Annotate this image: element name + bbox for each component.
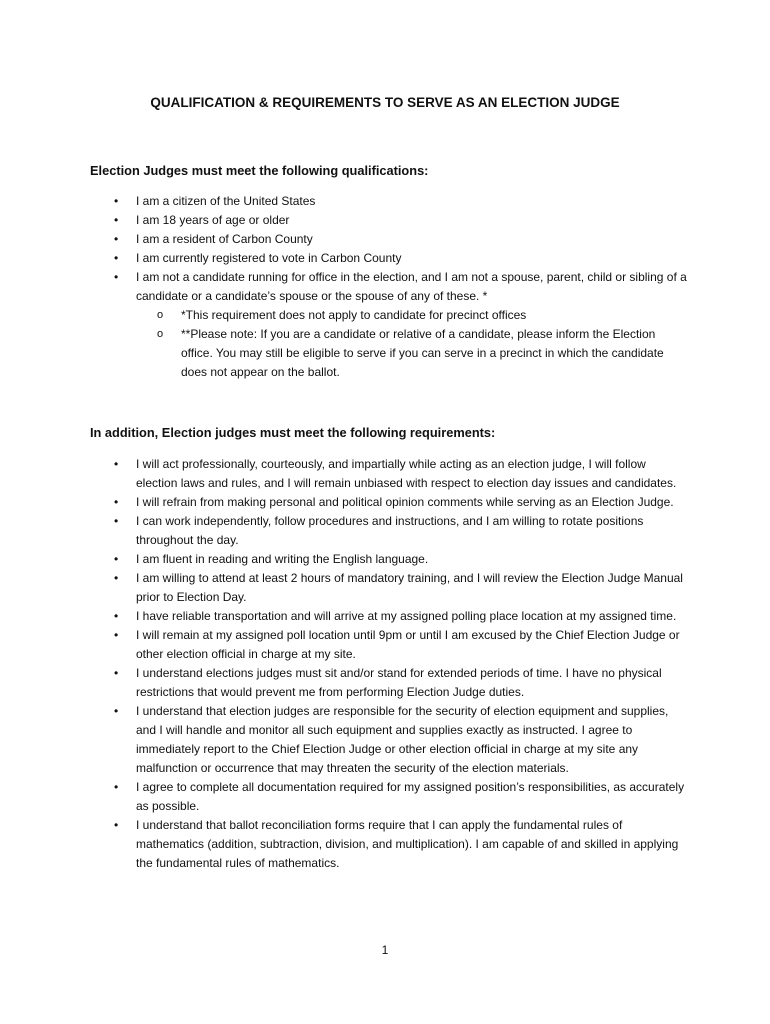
list-item: • I am fluent in reading and writing the English language. xyxy=(112,550,688,569)
document-title: QUALIFICATION & REQUIREMENTS TO SERVE AS AN ELECTION JUDGE xyxy=(150,95,620,110)
page-number: 1 xyxy=(381,943,389,957)
list-item-text: I am not a candidate running for office in the election, and I am not a spouse, parent, child or sibling of a candidate or a candidate’s spouse or the spouse of any of these. * xyxy=(136,270,687,303)
list-item: • I understand that election judges are responsible for the security of election equipment and supplies, and I will handle and monitor all such equipment and supplies exactly as instructed. I agree to immediately report to the Chief Election Judge or other election official in charge at my site any malfunction or occurrence that may threaten the security of the election materials. xyxy=(112,702,688,778)
qualifications-heading: Election Judges must meet the following qualifications: xyxy=(90,163,429,178)
list-item: • I can work independently, follow procedures and instructions, and I am willing to rotate positions throughout the day. xyxy=(112,512,688,550)
qualification-notes-list xyxy=(136,306,688,382)
list-item: • I have reliable transportation and will arrive at my assigned polling place location at my assigned time. xyxy=(112,607,688,626)
sub-list-item: o **Please note: If you are a candidate or relative of a candidate, please inform the Election office. You may still be eligible to serve if you can serve in a precinct in which the candidate does not appear on the ballot. xyxy=(157,325,688,382)
list-item: • I am 18 years of age or older xyxy=(112,211,688,230)
list-item: • I understand elections judges must sit and/or stand for extended periods of time. I have no physical restrictions that would prevent me from performing Election Judge duties. xyxy=(112,664,688,702)
list-item: • I will act professionally, courteously, and impartially while acting as an election judge, I will follow election laws and rules, and I will remain unbiased with respect to election day issues and candidates. xyxy=(112,455,688,493)
list-item: • I am a resident of Carbon County xyxy=(112,230,688,249)
list-item: • I am willing to attend at least 2 hours of mandatory training, and I will review the Election Judge Manual prior to Election Day. xyxy=(112,569,688,607)
list-item: • I will remain at my assigned poll location until 9pm or until I am excused by the Chief Election Judge or other election official in charge at my site. xyxy=(112,626,688,664)
list-item: • I am a citizen of the United States xyxy=(112,192,688,211)
list-item: • I am currently registered to vote in Carbon County xyxy=(112,249,688,268)
list-item xyxy=(112,268,688,382)
requirements-list xyxy=(112,455,688,873)
sub-list-item: o *This requirement does not apply to candidate for precinct offices xyxy=(157,306,688,325)
list-item: • I agree to complete all documentation required for my assigned position’s responsibilities, as accurately as possible. xyxy=(112,778,688,816)
list-item: • I will refrain from making personal and political opinion comments while serving as an Election Judge. xyxy=(112,493,688,512)
qualifications-list xyxy=(112,192,688,382)
requirements-heading: In addition, Election judges must meet the following requirements: xyxy=(90,425,496,440)
list-item: • I understand that ballot reconciliation forms require that I can apply the fundamental rules of mathematics (addition, subtraction, division, and multiplication). I am capable of and skilled in applying the fundamental rules of mathematics. xyxy=(112,816,688,873)
